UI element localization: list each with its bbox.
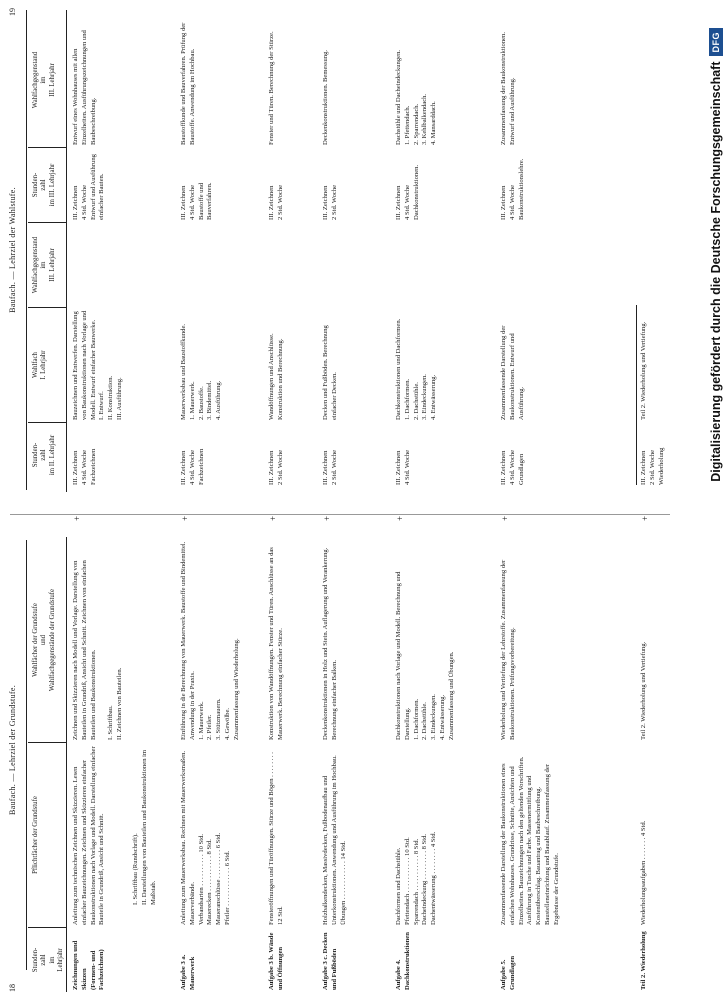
left-row-2-label: Aufgabe 3 a. Mauerwerk [180,954,196,990]
right-row-5-hours: III. Zeichnen 4 Std. Woche [395,449,411,485]
left-row-6-main: Zusammenfassende Darstellung der Baukonstruktionen eines einfachen Wohnhauses. Grundrisse, Schnitte, Ansichten und Einzelheiten. Bauzeichnungen nach den geltenden Vorschriften. Ausführung in Tusche und Farbe. Massenermittlung und Kostenüberschlag. Bauantrag und Baubeschreibung. Baustelleneinrichtung und Bauablauf. Zusammenfassung der Ergebnisse der Grundstufe. [500,756,560,925]
colheader-rule-left [66,537,67,992]
left-row-5-main: Dachformen und Dachstühle. Pfettendach . . . . . . . . . . . 10 Std. Sparrendach . . . . . . . . . . . 8 Std. Dacheindeckung . . . . . . . . . 8 Std. Dachentwässerung . . . . . . . . 4 Std. [395,831,438,925]
left-row-7-label: Teil 2. Wiederholung [640,931,647,990]
right-row-1-topic3: Entwurf eines Wohnhauses mit allen Einzelheiten. Ausführungszeichnungen und Baubeschreibung. [72,30,97,145]
left-row-3-label: Aufgabe 3 b. Wände und Öffnungen [268,932,284,990]
right-row-2-hours: III. Zeichnen 4 Std. Woche Fachzeichnen [180,448,205,485]
row-marker: + [72,515,82,521]
vrule-3 [28,422,66,423]
left-row-1-label: Zeichnungen und Skizzen (Formen- und Fachzeichnen) [72,940,106,990]
left-row-3-main: Fensteröffnungen und Türöffnungen. Stürze und Bögen . . . . . . . . 12 Std. [268,752,284,925]
right-row-3-hours: III. Zeichnen 2 Std. Woche [268,449,284,485]
left-row-4-elective: Deckenkonstruktionen in Holz und Stein. Auflagerung und Verankerung. Berechnung einfacher Balken. [322,547,338,740]
col-header-topic: Wahlfachgegenstand im III. Lehrjahr [32,236,56,294]
row-marker: + [640,515,650,521]
left-row-7-main: Wiederholungsaufgaben . . . . . . . 4 Std. [640,820,647,925]
header-rule-right [26,10,27,490]
col-header-hours-left: Stunden- zahl im Lehrjahr [32,947,65,973]
right-section-title: Baufach. — Lehrziel der Wahlstufe. [8,187,17,313]
left-row-1-elective: Zeichnen und Skizzieren nach Modell und Vorlage. Darstellung von Bauteilen in Grundriß, Ansicht und Schnitt. Zeichnen von einfachen Bauteilen und Baukonstruktionen. I. Schriftbau. II. Zeichnen von Bauteilen. [72,560,124,740]
left-row-3-elective: Konstruktion von Wandöffnungen. Fenster und Türen. Anschlüsse an das Mauerwerk. Berechnung einfacher Stürze. [268,547,284,740]
left-row-1-sub: I. Schriftbau (Rundschrift). II. Darstellungen von Bauteilen und Baukonstruktionen im Maßstab. [132,749,157,905]
row-marker: + [322,515,332,521]
right-row-4-hours: III. Zeichnen 2 Std. Woche [322,449,338,485]
right-row-2-hours3: III. Zeichnen 4 Std. Woche Baustoffe und Bauverfahren. [180,182,214,220]
footer-rule-right [636,305,637,485]
right-row-7-hours: III. Zeichnen 2 Std. Woche Wiederholung [640,447,665,485]
row-marker: + [500,515,510,521]
left-row-2-main: Anleitung zum Mauerwerksbau. Rechnen mit Mauerwerksmaßen. Mauerverbände. Verbandsarten . . . . . . . . . . 10 Std. Mauerecken . . . . . . . . . . . 8 Std. Maueranschlüsse . . . . . . . . . 6 Std. Pfeiler . . . . . . . . . . . . 6 Std. [180,750,232,925]
row-marker: + [180,515,190,521]
col-header-elective: Wahlfächer der Grundstufe und Wahlfachgegenstände der Grundstufe [32,588,56,692]
right-row-2-subject: Mauerwerksbau und Baustoffkunde. 1. Mauerwerk. 2. Baustoffe. 3. Bindemittel. 4. Ausführung. [180,323,223,420]
right-row-6-subject: Zusammenfassende Darstellung der Baukonstruktionen. Entwurf und Ausführung. [500,325,525,420]
left-row-6-label: Aufgabe 5. Grundlagen [500,955,516,990]
left-row-4-label: Aufgabe 3 c. Decken und Fußböden [322,932,338,990]
center-divider [10,514,670,515]
right-row-4-hours3: III. Zeichnen 2 Std. Woche [322,184,338,220]
right-row-4-topic3: Deckenkonstruktionen. Bemessung. [322,49,329,145]
right-row-1-subject: Bauzeichnen und Entwerfen. Darstellung von Baukonstruktionen nach Vorlage und Modell. Entwurf einfacher Bauwerke. I. Entwurf. II. Konstruktion. III. Ausführung. [72,310,124,420]
left-section-title: Baufach. — Lehrziel der Grundstufe. [8,685,17,816]
right-row-2-topic3: Baustoffkunde und Bauverfahren. Prüfung der Baustoffe. Anwendung im Hochbau. [180,22,196,145]
dfg-logo: DFG [709,28,723,57]
vrule-4 [28,307,66,308]
right-row-6-hours3: III. Zeichnen 4 Std. Woche Baukonstruktionslehre. [500,158,525,220]
left-row-5-elective: Dachkonstruktionen nach Vorlage und Modell. Berechnung und Darstellung. 1. Dachformen. 2. Dachstühle. 3. Eindeckungen. 4. Entwässerung. Zusammenfassung und Übungen. [395,571,455,740]
row-marker: + [395,515,405,521]
col-header-topic3: Wahlfachgegenstand im III. Lehrjahr [32,51,56,109]
right-row-1-hours: III. Zeichnen 4 Std. Woche Fachzeichnen [72,448,97,485]
page-number-left: 18 [8,984,17,992]
header-rule-left [26,540,27,970]
right-row-3-hours3: III. Zeichnen 2 Std. Woche [268,184,284,220]
col-header-hours3: Stunden- zahl im III. Lehrjahr [32,163,56,207]
right-row-3-topic3: Fenster und Türen. Berechnung der Stürze. [268,31,275,145]
digitization-stamp [690,0,725,1000]
page-number-right: 19 [8,8,17,16]
stamp-text: Digitalisierung gefördert durch die Deutsche Forschungsgemeinschaft [708,61,723,482]
right-row-3-subject: Wandöffnungen und Anschlüsse. Konstruktion und Berechnung. [268,333,284,420]
col-header-mandatory: Pflichtfächer der Grundstufe [32,796,39,874]
right-row-7-subject: Teil 2. Wiederholung und Vertiefung. [640,321,647,420]
left-row-5-label: Aufgabe 4. Dachkonstruktionen [395,932,411,990]
right-row-5-subject: Dachkonstruktionen und Dachformen. 1. Dachformen. 2. Dachstühle. 3. Eindeckungen. 4. Entwässerung. [395,318,438,420]
col-header-hours-right: Stunden- zahl im II. Lehrjahr [32,434,56,476]
vrule-2 [28,742,66,743]
row-marker: + [268,515,278,521]
col-header-subject: Wahlfach I. Lehrjahr [32,350,48,380]
right-row-5-topic3: Dachstühle und Dacheindeckungen. 1. Pfettendach. 2. Sparrendach. 3. Kehlbalkendach. 4. Mansarddach. [395,49,438,145]
right-row-4-subject: Decken und Fußböden. Berechnung einfacher Decken. [322,325,338,420]
left-row-7-elective: Teil 2. Wiederholung und Vertiefung. [640,641,647,740]
right-row-6-hours: III. Zeichnen 4 Std. Woche Grundlagen [500,449,525,485]
right-row-1-hours3: III. Zeichnen 4 Std. Woche Entwurf und Ausführung einfacher Bauten. [72,154,106,220]
vrule-6 [28,147,66,148]
right-row-6-topic3: Zusammenfassung der Baukonstruktionen. Entwurf und Ausführung. [500,32,516,145]
left-row-6-elective: Wiederholung und Vertiefung der Lehrstoffe. Zusammenfassung der Baukonstruktionen. Prüfungsvorbereitung. [500,559,516,740]
left-row-1-main: Anleitung zum technischen Zeichnen und Skizzieren. Lesen einfacher Bauzeichnungen. Zeichnen und Skizzieren einfacher Baukonstruktionen nach Vorlage und Modell. Darstellung einfacher Bauteile in Grundriß, Ansicht und Schnitt. [72,746,106,925]
vrule-5 [28,222,66,223]
vrule-1 [28,927,66,928]
right-row-5-hours3: III. Zeichnen 4 Std. Woche Dachkonstruktionen. [395,164,420,220]
colheader-rule-right [66,10,67,492]
left-row-4-main: Holzbalkendecken, Massivdecken, Fußbodenaufbau und Unterkonstruktionen. Anwendung und Ausführung im Hochbau. Übungen . . . . . . . . . . . . 14 Std. [322,755,347,925]
left-row-2-elective: Einführung in die Berechnung von Mauerwerk. Baustoffe und Bindemittel. Anwendung in der Praxis. 1. Mauerwerk. 2. Pfeiler. 3. Stützmauern. 4. Gewölbe. Zusammenfassung und Wiederholung. [180,541,240,740]
